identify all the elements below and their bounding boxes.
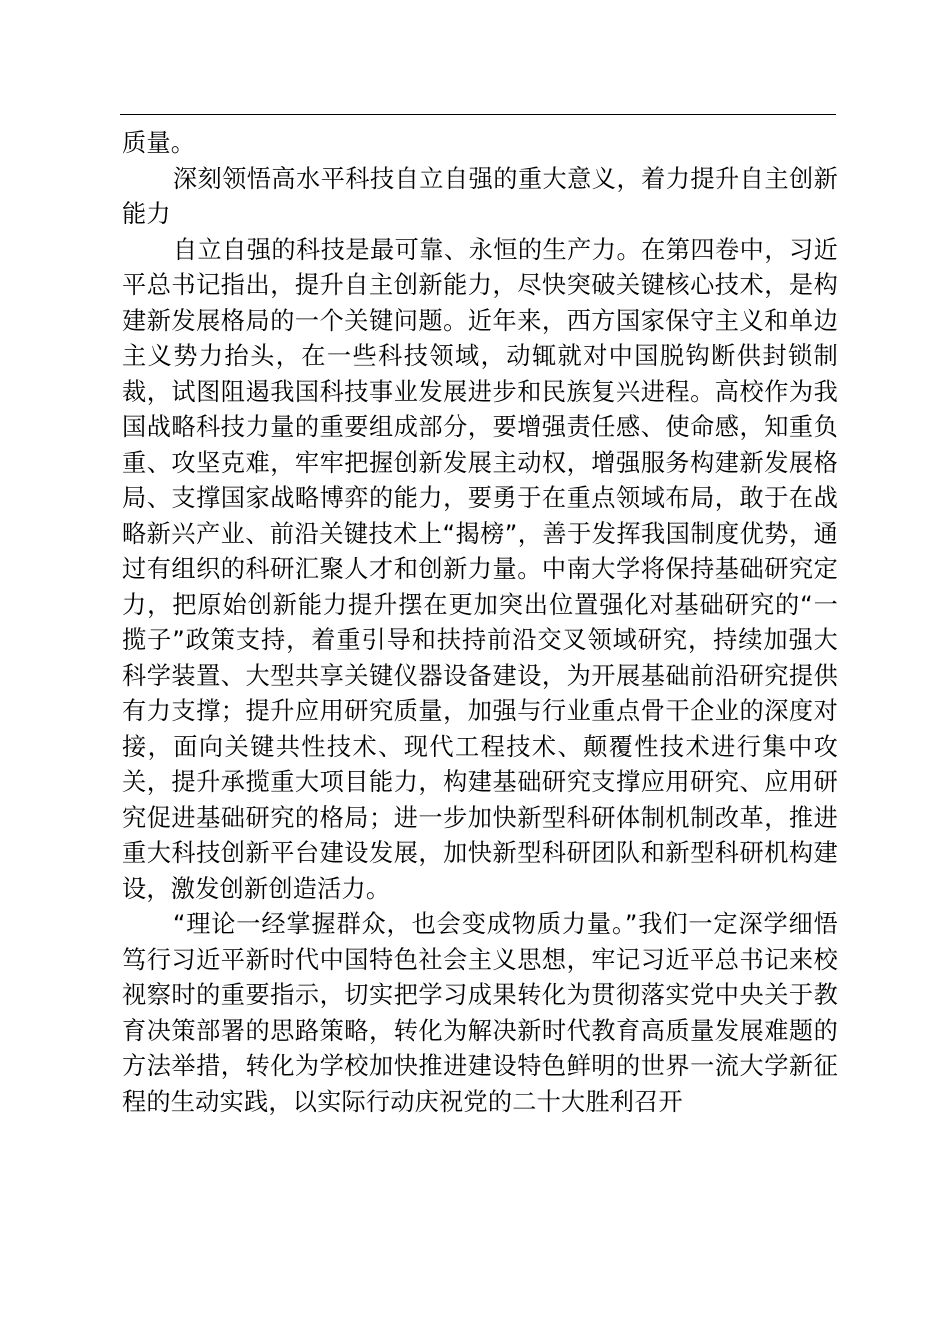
paragraph-continuation: 质量。 [122, 129, 196, 157]
body-text [122, 126, 838, 1120]
paragraph-innovation: 自立自强的科技是最可靠、永恒的生产力。在第四卷中，习近平总书记指出，提升自主创新能力，尽快突破关键核心技术，是构建新发展格局的一个关键问题。近年来，西方国家保守主义和单边主义势力抬头，在一些科技领域，动辄就对中国脱钩断供封锁制裁，试图阻遏我国科技事业发展进步和民族复兴进程。高校作为我国战略科技力量的重要组成部分，要增强责任感、使命感，知重负重、攻坚克难，牢牢把握创新发展主动权，增强服务构建新发展格局、支撑国家战略博弈的能力，要勇于在重点领域布局，敢于在战略新兴产业、前沿关键技术上“揭榜”，善于发挥我国制度优势，通过有组织的科研汇聚人才和创新力量。中南大学将保持基础研究定力，把原始创新能力提升摆在更加突出位置强化对基础研究的“一揽子”政策支持，着重引导和扶持前沿交叉领域研究，持续加强大科学装置、大型共享关键仪器设备建设，为开展基础前沿研究提供有力支撑；提升应用研究质量，加强与行业重点骨干企业的深度对接，面向关键共性技术、现代工程技术、颠覆性技术进行集中攻关，提升承揽重大项目能力，构建基础研究支撑应用研究、应用研究促进基础研究的格局；进一步加快新型科研体制机制改革，推进重大科技创新平台建设发展，加快新型科研团队和新型科研机构建设，激发创新创造活力。 [122, 235, 838, 903]
paragraph-conclusion: “理论一经掌握群众，也会变成物质力量。”我们一定深学细悟笃行习近平新时代中国特色社会主义思想，牢记习近平总书记来校视察时的重要指示，切实把学习成果转化为贯彻落实党中央关于教育决策部署的思路策略，转化为解决新时代教育高质量发展难题的方法举措，转化为学校加快推进建设特色鲜明的世界一流大学新征程的生动实践，以实际行动庆祝党的二十大胜利召开 [122, 910, 838, 1116]
header-rule [120, 114, 836, 115]
section-heading: 深刻领悟高水平科技自立自强的重大意义，着力提升自主创新能力 [122, 164, 838, 228]
